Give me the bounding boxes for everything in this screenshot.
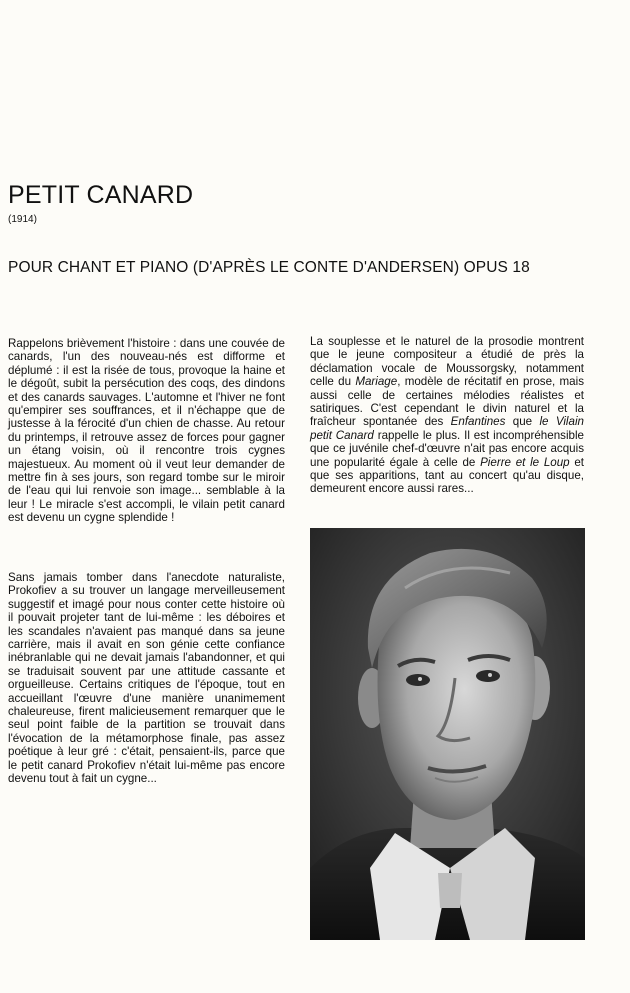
paragraph-prosody — [310, 335, 584, 496]
text-run: et que ses apparitions, tant au concert qu'au disque, demeurent encore aussi rares... — [310, 455, 585, 496]
text-run: , modèle de récitatif en prose, mais aussi celle de certaines mélodies réalistes et satiriques. C'est cependant le divin naturel et la fraîcheur spontanée des — [310, 375, 584, 429]
italic-title: le Vilain petit Canard — [310, 415, 584, 442]
italic-title: Mariage — [355, 375, 398, 389]
italic-title: Enfantines — [450, 415, 506, 429]
text-run: rappelle le plus. Il est incompréhensible que ce juvénile chef-d'œuvre n'ait pas encore acquis une popularité égale à celle de — [310, 428, 584, 469]
italic-title: Pierre et le Loup — [480, 455, 570, 469]
page-subtitle: POUR CHANT ET PIANO (D'APRÈS LE CONTE D'ANDERSEN) OPUS 18 — [8, 259, 530, 276]
composition-year: (1914) — [8, 214, 37, 225]
portrait-illustration — [310, 528, 585, 940]
paragraph-prokofiev: Sans jamais tomber dans l'anecdote naturaliste, Prokofiev a su trouver un langage merveilleusement suggestif et imagé pour nous conter cette histoire où il pouvait projeter tant de lui-même : les déboires et les scandales n'avaient pas manqué dans sa jeune carrière, mais il avait en son génie cette confiance inébranlable qui ne devait jamais l'abandonner, et qui se traduisait souvent par une attitude cassante et orgueilleuse. Certains critiques de l'époque, tout en accueillant l'œuvre d'une manière unanimement chaleureuse, firent malicieusement remarquer que le seul point faible de la partition se trouvait dans l'évocation de la métamorphose finale, pas assez poétique à leur gré : c'était, pensaient-ils, parce que le petit canard Prokofiev n'était lui-même pas encore devenu tout à fait un cygne... — [8, 571, 285, 786]
portrait-photo — [310, 528, 585, 940]
text-run: La souplesse et le naturel de la prosodie montrent que le jeune compositeur a étudié de près la déclamation vocale de Moussorgsky, notamment celle du — [310, 335, 584, 389]
page-title: PETIT CANARD — [8, 181, 194, 209]
text-run: que — [505, 415, 540, 429]
paragraph-story: Rappelons brièvement l'histoire : dans une couvée de canards, l'un des nouveau-nés est difforme et déplumé : il est la risée de tous, provoque la haine et le dégoût, subit la persécution des coqs, des dindons et des canards sauvages. L'automne et l'hiver ne font qu'empirer ses souffrances, et il n'échappe que de justesse à la férocité d'un chien de chasse. Au retour du printemps, il retrouve assez de forces pour gagner un étang voisin, où il rencontre trois cygnes majestueux. Au moment où il veut leur demander de mettre fin à ses jours, son regard tombe sur le miroir de l'eau qui lui renvoie son image... semblable à la leur ! Le miracle s'est accompli, le vilain petit canard est devenu un cygne splendide ! — [8, 337, 285, 525]
